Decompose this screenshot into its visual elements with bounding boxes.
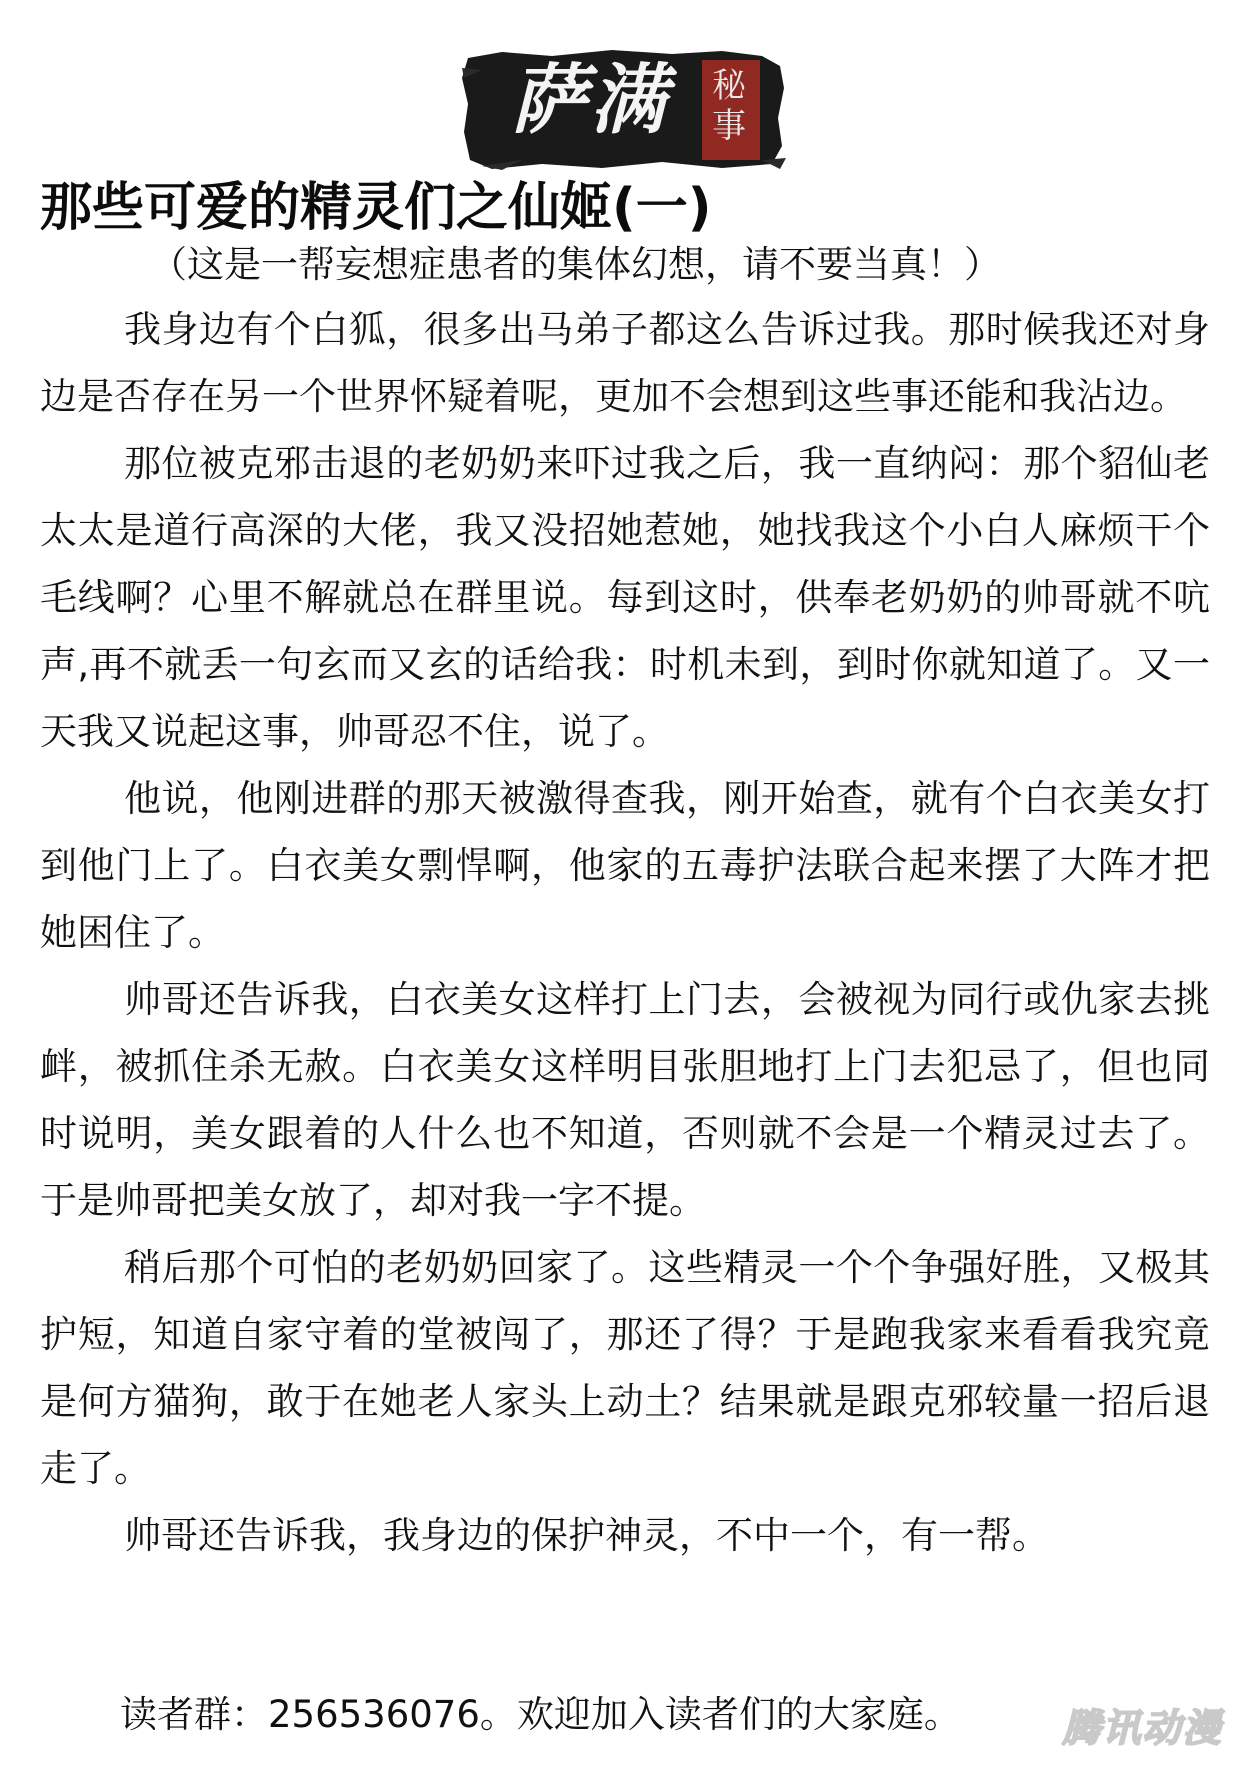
logo-main-text: 萨满 <box>510 55 670 144</box>
paragraph: 他说，他刚进群的那天被激得查我，刚开始查，就有个白衣美女打到他门上了。白衣美女剽悍啊，他家的五毒护法联合起来摆了大阵才把她困住了。 <box>40 777 1210 954</box>
watermark-logo <box>1040 1700 1245 1756</box>
paragraph: 稍后那个可怕的老奶奶回家了。这些精灵一个个争强好胜，又极其护短，知道自家守着的堂被闯了，那还了得？于是跑我家来看看我究竟是何方猫狗，敢于在她老人家头上动土？结果就是跟克邪较量一招后退走了。 <box>40 1246 1210 1490</box>
paragraph: 帅哥还告诉我，白衣美女这样打上门去，会被视为同行或仇家去挑衅，被抓住杀无赦。白衣美女这样明目张胆地打上门去犯忌了，但也同时说明，美女跟着的人什么也不知道，否则就不会是一个精灵过去了。于是帅哥把美女放了，却对我一字不提。 <box>40 978 1210 1222</box>
logo-side-text: 秘事 <box>712 66 746 146</box>
page-title: 那些可爱的精灵们之仙姬(一) <box>40 178 712 238</box>
article-body <box>40 296 1210 1569</box>
page-subtitle: （这是一帮妄想症患者的集体幻想，请不要当真！） <box>150 243 1001 286</box>
paragraph: 那位被克邪击退的老奶奶来吓过我之后，我一直纳闷：那个貂仙老太太是道行高深的大佬，我又没招她惹她，她找我这个小白人麻烦干个毛线啊？心里不解就总在群里说。每到这时，供奉老奶奶的帅哥就不吭声,再不就丢一句玄而又玄的话给我：时机未到，到时你就知道了。又一天我又说起这事，帅哥忍不住，说了。 <box>40 442 1210 753</box>
watermark-text: 腾讯动漫 <box>1062 1706 1223 1750</box>
reader-group-note: 读者群：256536076。欢迎加入读者们的大家庭。 <box>120 1693 961 1736</box>
paragraph: 我身边有个白狐，很多出马弟子都这么告诉过我。那时候我还对身边是否存在另一个世界怀疑着呢，更加不会想到这些事还能和我沾边。 <box>40 308 1210 418</box>
series-logo <box>462 48 786 170</box>
paragraph: 帅哥还告诉我，我身边的保护神灵，不中一个，有一帮。 <box>124 1514 1049 1557</box>
